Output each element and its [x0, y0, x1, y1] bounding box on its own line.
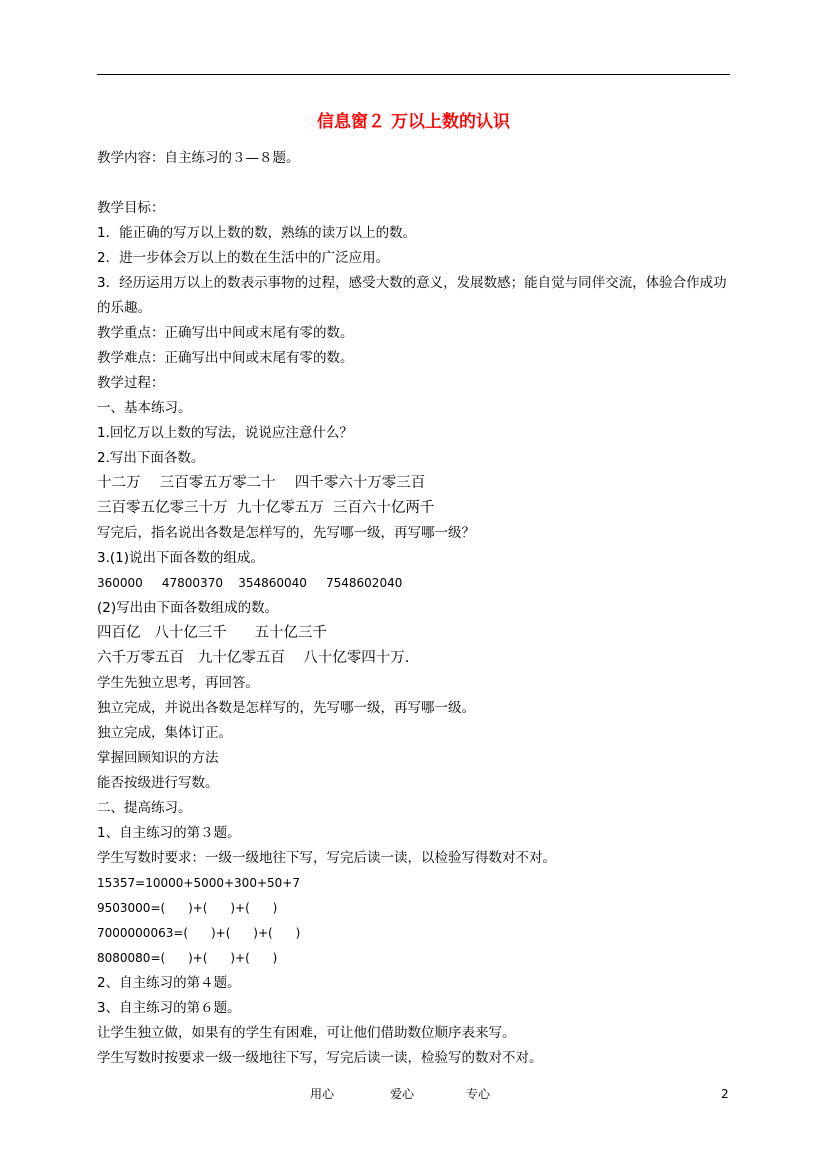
- content-line: 教学目标：: [97, 200, 165, 216]
- content-line: 四百亿 八十亿三千 五十亿三千: [97, 625, 327, 641]
- footer-text-left: 用心: [310, 1087, 335, 1101]
- footer-text-right: 专心: [466, 1087, 491, 1101]
- content-line: 六千万零五百 九十亿零五百 八十亿零四十万.: [97, 650, 410, 666]
- content-line: 一、基本练习。: [97, 400, 192, 416]
- content-line: 掌握回顾知识的方法: [97, 750, 219, 766]
- blank-line: [97, 171, 737, 196]
- content-line: 360000 47800370 354860040 7548602040: [97, 576, 403, 590]
- content-line: 2.写出下面各数。: [97, 450, 205, 466]
- content-line: 教学内容：自主练习的３—８题。: [97, 150, 300, 166]
- content-line: 十二万 三百零五万零二十 四千零六十万零三百: [97, 475, 426, 491]
- content-line: 1．能正确的写万以上数的数，熟练的读万以上的数。: [97, 225, 417, 241]
- content-line: 教学过程：: [97, 375, 165, 391]
- content-line: 写完后，指名说出各数是怎样写的，先写哪一级，再写哪一级？: [97, 525, 475, 541]
- page-footer: [0, 1084, 827, 1104]
- content-line: 二、提高练习。: [97, 800, 192, 816]
- content-line: (2)写出由下面各数组成的数。: [97, 600, 279, 616]
- header-rule: [97, 74, 730, 75]
- content-line: 3、自主练习的第６题。: [97, 1000, 241, 1016]
- content-line: 教学重点：正确写出中间或末尾有零的数。: [97, 325, 354, 341]
- content-line: 独立完成，集体订正。: [97, 725, 232, 741]
- content-line: 9503000=( )+( )+( ): [97, 901, 278, 915]
- content-line: 1.回忆万以上数的写法，说说应注意什么？: [97, 425, 353, 441]
- content-line: 学生先独立思考，再回答。: [97, 675, 259, 691]
- page-title: 信息窗２ 万以上数的认识: [317, 112, 510, 132]
- content-line: 学生写数时按要求一级一级地往下写，写完后读一读，检验写的数对不对。: [97, 1050, 543, 1066]
- content-line: 让学生独立做，如果有的学生有困难，可让他们借助数位顺序表来写。: [97, 1025, 516, 1041]
- content-line: 2、自主练习的第４题。: [97, 975, 241, 991]
- content-line: 15357=10000+5000+300+50+7: [97, 876, 300, 890]
- content-line: 2．进一步体会万以上的数在生活中的广泛应用。: [97, 250, 390, 266]
- footer-text-middle: 爱心: [390, 1087, 415, 1101]
- content-line: 3．经历运用万以上的数表示事物的过程，感受大数的意义，发展数感；能自觉与同伴交流，体验合作成功的乐趣。: [97, 275, 727, 316]
- content-line: 学生写数时要求：一级一级地往下写，写完后读一读，以检验写得数对不对。: [97, 850, 556, 866]
- content-line: 8080080=( )+( )+( ): [97, 951, 278, 965]
- content-line: 教学难点：正确写出中间或末尾有零的数。: [97, 350, 354, 366]
- content-line: 能否按级进行写数。: [97, 775, 219, 791]
- page-number: 2: [721, 1087, 729, 1101]
- content-line: 独立完成，并说出各数是怎样写的，先写哪一级，再写哪一级。: [97, 700, 475, 716]
- content-line: 三百零五亿零三十万 九十亿零五万 三百六十亿两千: [97, 500, 435, 516]
- document-body: [97, 146, 737, 1071]
- content-line: 1、自主练习的第３题。: [97, 825, 241, 841]
- content-line: 3.(1)说出下面各数的组成。: [97, 550, 265, 566]
- content-line: 7000000063=( )+( )+( ): [97, 926, 301, 940]
